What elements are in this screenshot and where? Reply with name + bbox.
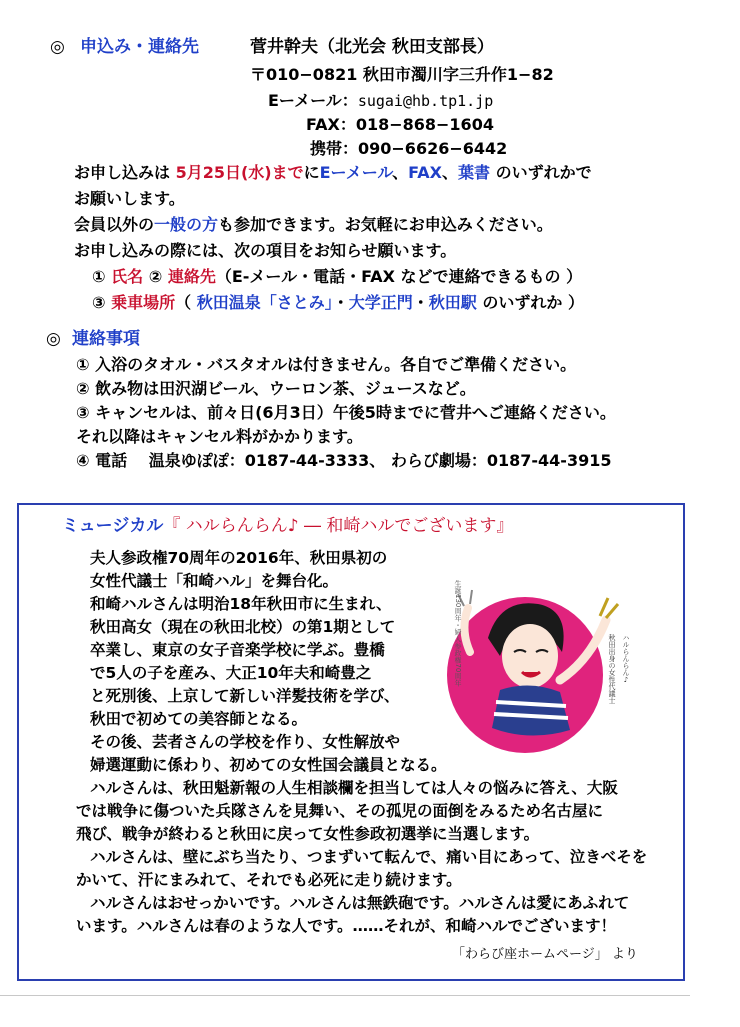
contact-mobile: 携帯：090−6626−6442 [310, 139, 508, 158]
illus-caption-1: 生誕130周年・婦人参政権70周年 [454, 580, 462, 687]
musical-line: 女性代議士「和崎ハル」を舞台化。 [90, 572, 339, 590]
item-number: ① [92, 267, 106, 286]
apply-text: に [303, 163, 320, 182]
item-contact: 連絡先 [167, 267, 216, 286]
notes-heading: 連絡事項 [72, 329, 140, 349]
musical-line: います。ハルさんは春のような人です。……それが、和崎ハルでございます！ [76, 917, 617, 935]
apply-deadline: 5月25日(水)まで [175, 163, 304, 182]
musical-line: その後、芸者さんの学校を作り、女性解放や [90, 733, 401, 751]
apply-text: 、 [441, 163, 458, 182]
page-bottom-rule [0, 995, 690, 996]
general-public: 一般の方 [154, 215, 219, 234]
item-name: 氏名 [111, 267, 144, 286]
musical-line: 婦選運動に係わり、初めての女性国会議員となる。 [90, 756, 447, 774]
illus-caption-3: ハルらんらん♪ [622, 634, 630, 684]
email-address[interactable]: sugai@hb.tp1.jp [357, 92, 494, 110]
email-label: Eーメール： [268, 91, 358, 110]
apply-line-3 [74, 214, 553, 236]
item-boarding: 乗車場所 [111, 293, 176, 312]
apply-text: 、 [392, 163, 409, 182]
musical-line: 秋田高女（現在の秋田北校）の第1期として [90, 618, 396, 636]
item-number: ③ [92, 293, 106, 312]
musical-line: 飛び、戦争が終わると秋田に戻って女性参政初選挙に当選します。 [76, 825, 540, 843]
contact-heading: 申込み・連絡先 [80, 37, 199, 57]
apply-text: 会員以外の [74, 215, 155, 234]
apply-text: も参加できます。お気軽にお申込みください。 [218, 215, 553, 234]
musical-line: で5人の子を産み、大正10年夫和崎豊之 [90, 664, 372, 682]
apply-line-2: お願いします。 [74, 189, 185, 208]
musical-label: ミュージカル [62, 516, 164, 536]
musical-line: 秋田で初めての美容師となる。 [90, 710, 308, 728]
contact-name: 菅井幹夫（北光会 秋田支部長） [250, 37, 494, 57]
item-number: ② [148, 267, 163, 286]
apply-text: （ [175, 293, 197, 312]
contact-fax: FAX：018−868−1604 [306, 115, 494, 134]
apply-text: のいずれか ） [476, 293, 584, 312]
notes-mark: ◎ [46, 329, 61, 349]
musical-line: 卒業し、東京の女子音楽学校に学ぶ。豊橋 [90, 641, 385, 659]
contact-mark: ◎ [50, 37, 65, 57]
musical-line: ハルさんは、壁にぶち当たり、つまずいて転んで、痛い目にあって、泣きべそを [90, 848, 648, 866]
notes-item: ② 飲み物は田沢湖ビール、ウーロン茶、ジュースなど。 [76, 379, 476, 398]
apply-item-1-2 [92, 266, 582, 288]
notes-item: それ以降はキャンセル料がかかります。 [76, 427, 363, 446]
apply-text: ・ [412, 293, 429, 312]
illus-caption-2: 秋田出身の女性代議士 [608, 634, 616, 704]
apply-text: お申し込みは [74, 163, 176, 182]
apply-line-1 [74, 162, 592, 184]
musical-name: 『 ハルらんらん♪ ― 和崎ハルでございます』 [163, 516, 514, 536]
musical-line: ハルさんは、秋田魁新報の人生相談欄を担当しては人々の悩みに答え、大阪 [90, 779, 618, 797]
dress-shape [492, 685, 570, 735]
apply-method-post: 葉書 [458, 163, 491, 182]
haru-illustration [430, 560, 660, 760]
notes-item: ③ キャンセルは、前々日(6月3日）午後5時までに菅井へご連絡ください。 [76, 403, 616, 422]
boarding-option: 大学正門 [348, 293, 413, 312]
item-contact-desc: （E-メール・電話・FAX などで連絡できるもの ） [215, 267, 583, 286]
notes-item: ④ 電話 温泉ゆぽぽ：0187-44-3333、 わらび劇場：0187-44-3915 [76, 451, 612, 470]
musical-title [62, 515, 513, 537]
apply-text: のいずれかで [490, 163, 592, 182]
musical-line: では戦争に傷ついた兵隊さんを見舞い、その孤児の面倒をみるため名古屋に [76, 802, 604, 820]
notes-item: ① 入浴のタオル・バスタオルは付きません。各自でご準備ください。 [76, 355, 577, 374]
musical-line: 夫人参政権70周年の2016年、秋田県初の [90, 549, 388, 567]
musical-line: 和崎ハルさんは明治18年秋田市に生まれ、 [90, 595, 392, 613]
face-shape [502, 624, 558, 688]
musical-line: と死別後、上京して新しい洋髪技術を学び、 [90, 687, 400, 705]
contact-address: 〒010−0821 秋田市濁川字三升作1−82 [250, 65, 554, 84]
apply-text: ・ [332, 293, 349, 312]
boarding-option: 秋田駅 [428, 293, 477, 312]
contact-email-row [268, 90, 493, 112]
apply-line-4: お申し込みの際には、次の項目をお知らせ願います。 [74, 241, 457, 260]
apply-item-3 [92, 292, 584, 314]
apply-method-fax: FAX [408, 163, 442, 182]
musical-line: ハルさんはおせっかいです。ハルさんは無鉄砲です。ハルさんは愛にあふれて [90, 894, 630, 912]
haru-portrait-image [430, 560, 660, 760]
musical-line: かいて、汗にまみれて、それでも必死に走り続けます。 [76, 871, 462, 889]
boarding-option: 秋田温泉「さとみ」 [196, 293, 333, 312]
source-credit: 「わらび座ホームページ」 より [452, 947, 638, 962]
apply-method-email: Eーメール [319, 163, 393, 182]
